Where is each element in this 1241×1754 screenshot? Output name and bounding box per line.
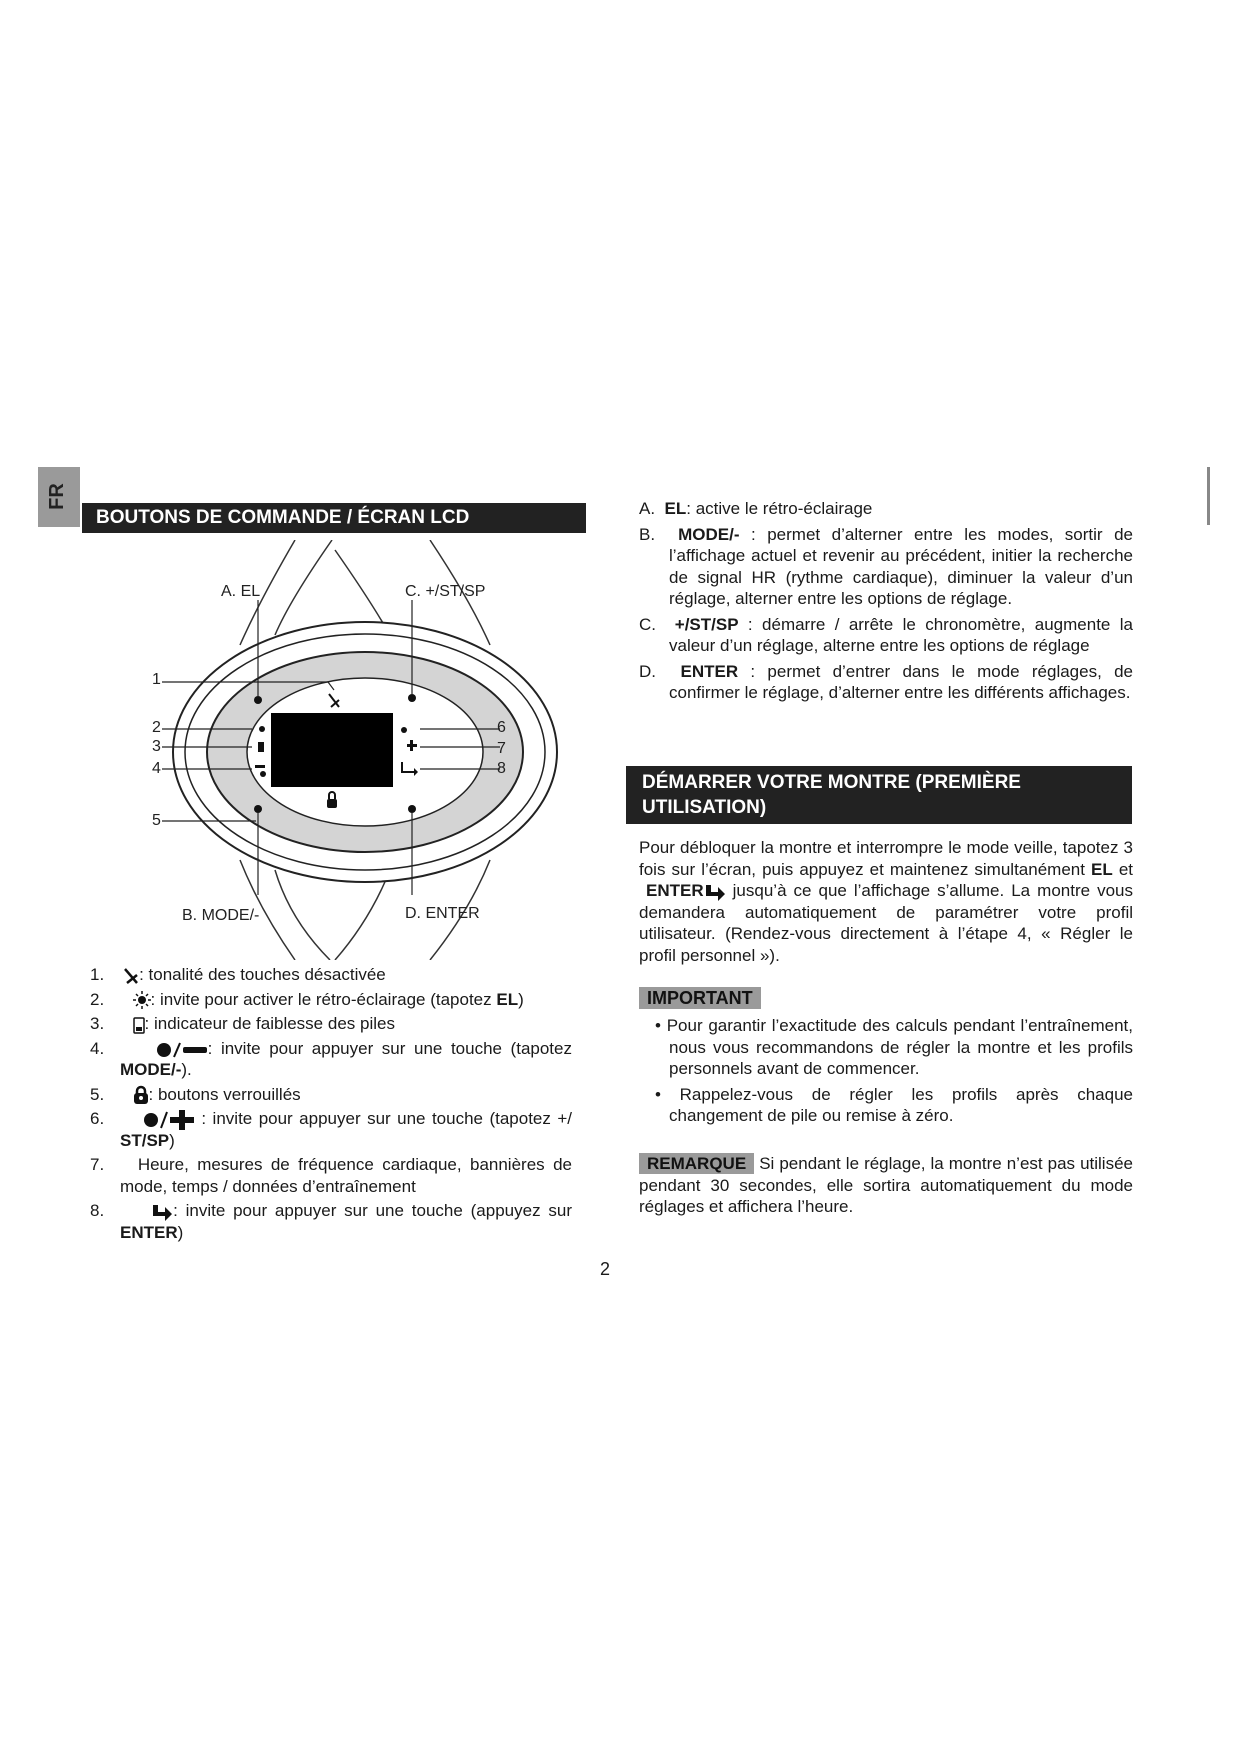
label-7: 7: [497, 740, 506, 757]
label-6: 6: [497, 719, 506, 736]
button-enter: [408, 805, 416, 813]
mute-icon: [123, 967, 139, 985]
important-bullet: • Rappelez-vous de régler les profils après chaque changement de pile ou remise à zéro.: [655, 1084, 1133, 1125]
important-label-row: [639, 988, 761, 1010]
button-st-sp: [408, 694, 416, 702]
section-title-start: DÉMARRER VOTRE MONTRE (PREMIÈRE UTILISATION): [626, 766, 1132, 824]
backlight-icon: [133, 991, 151, 1009]
battery-icon: [258, 742, 264, 752]
label-1: 1: [152, 671, 161, 688]
remarque-label: REMARQUE: [639, 1153, 754, 1174]
page-number: 2: [600, 1259, 611, 1279]
label-2: 2: [152, 719, 161, 736]
lock-icon: [133, 1085, 149, 1105]
label-5: 5: [152, 812, 161, 829]
label-b-mode: B. MODE/-: [182, 907, 260, 924]
label-c-st-sp: C. +/ST/SP: [405, 583, 486, 600]
important-label: IMPORTANT: [639, 987, 761, 1009]
margin-rule: [1207, 467, 1210, 525]
button-descriptions: [639, 498, 1133, 704]
plus-prompt-icon: [143, 1110, 195, 1130]
label-a-el: A. EL: [221, 583, 261, 600]
button-el: [254, 696, 262, 704]
remarque-paragraph: REMARQUE Si pendant le réglage, la montre n’est pas utilisée pendant 30 secondes, elle sortira automatiquement du mode réglages et affichera l’heure.: [639, 1154, 1133, 1216]
enter-arrow-icon: [704, 883, 726, 901]
watch-diagram: [140, 540, 590, 960]
legend-item: 6. : invite pour appuyer sur une touche (tapotez +/ ST/SP): [90, 1109, 572, 1150]
legend-item: 1. : tonalité des touches désactivée: [90, 965, 386, 984]
button-desc-b: B. MODE/- : permet d’alterner entre les modes, sortir de l’affichage actuel et revenir au précédent, initier la recherche de signal HR (rythme cardiaque), diminuer la valeur d’un réglage, alterner entre les options de réglage.: [639, 524, 1133, 608]
icon-legend: [90, 964, 572, 1243]
legend-item: 7. Heure, mesures de fréquence cardiaque, bannières de mode, temps / données d’entraînement: [90, 1155, 572, 1196]
legend-item: 3. : indicateur de faiblesse des piles: [90, 1014, 395, 1033]
label-8: 8: [497, 760, 506, 777]
button-desc-c: C. +/ST/SP : démarre / arrête le chronomètre, augmente la valeur d’un réglage, alterne entre les options de réglage: [639, 614, 1133, 655]
legend-item: 2. : invite pour activer le rétro-éclairage (tapotez EL): [90, 989, 524, 1009]
label-d-enter: D. ENTER: [405, 905, 480, 922]
enter-arrow-icon: [151, 1203, 173, 1221]
legend-item: 4. : invite pour appuyer sur une touche (tapotez MODE/-).: [90, 1038, 572, 1079]
legend-item: 5. : boutons verrouillés: [90, 1084, 301, 1104]
important-bullet: • Pour garantir l’exactitude des calculs pendant l’entraînement, nous vous recommandons de régler la montre et les profils personnels avant de commencer.: [655, 1016, 1133, 1078]
section-title-controls: BOUTONS DE COMMANDE / ÉCRAN LCD: [82, 503, 586, 533]
legend-item: 8. : invite pour appuyer sur une touche (appuyez sur ENTER): [90, 1201, 572, 1242]
language-label: FR: [45, 483, 68, 510]
button-desc-d: D. ENTER : permet d’entrer dans le mode réglages, de confirmer le réglage, d’alterner entre les différents affichages.: [639, 661, 1133, 702]
language-tab: [38, 467, 80, 527]
minus-prompt-icon: [156, 1040, 208, 1058]
start-paragraph: Pour débloquer la montre et interrompre le mode veille, tapotez 3 fois sur l’écran, puis appuyez et maintenez simultanément EL et ENTER jusqu’à ce que l’affichage s’allume. La montre vous demandera automatiquement de paramétrer votre profil utilisateur. (Rendez-vous directement à l’étape 4, « Régler le profil personnel »).: [639, 838, 1133, 965]
backlight-icon: [259, 726, 265, 732]
label-3: 3: [152, 738, 161, 755]
battery-icon: [133, 1016, 145, 1034]
label-4: 4: [152, 760, 161, 777]
button-desc-a: A. EL: active le rétro-éclairage: [639, 499, 873, 518]
important-list: [639, 1015, 1133, 1127]
button-mode: [254, 805, 262, 813]
